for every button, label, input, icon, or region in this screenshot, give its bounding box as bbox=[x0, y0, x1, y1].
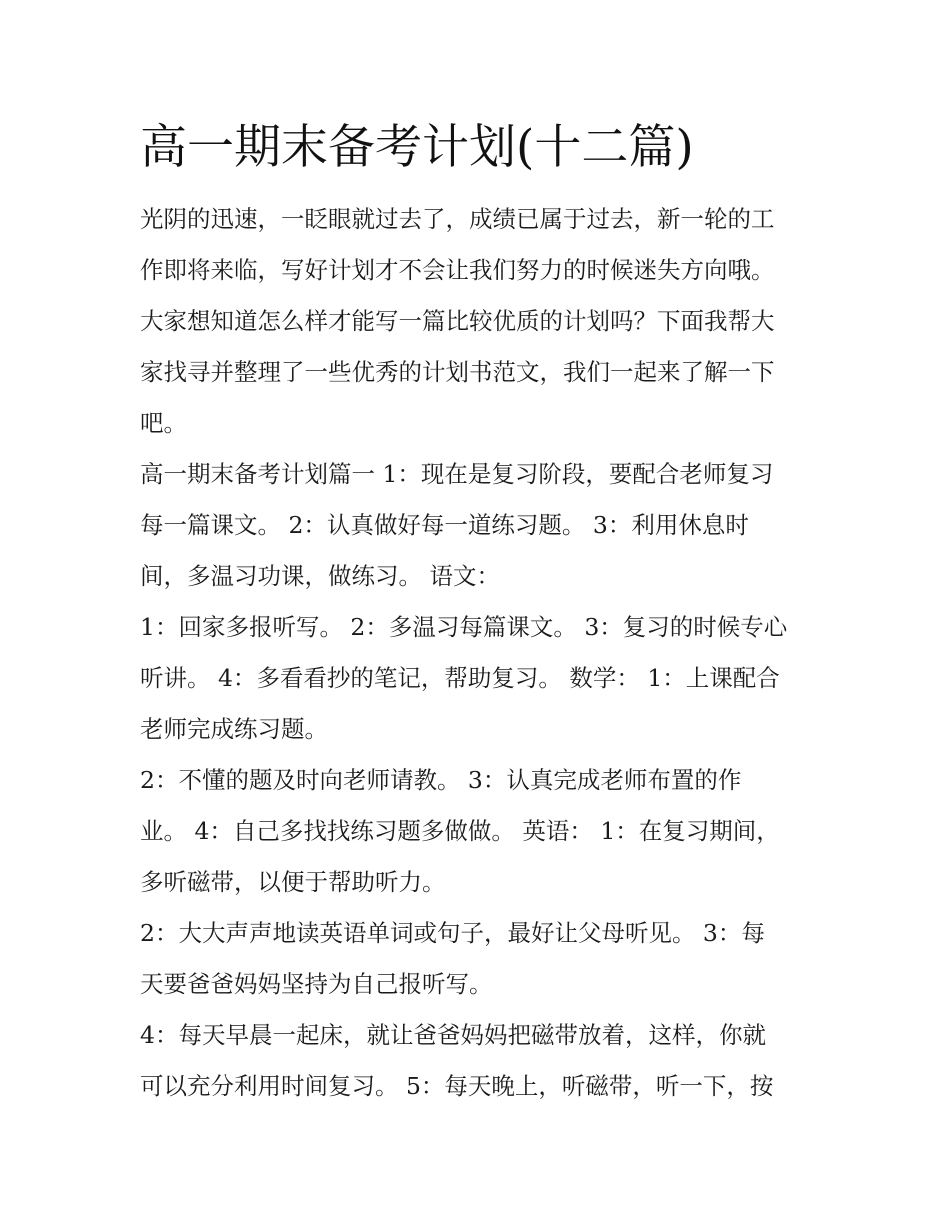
body-line: 家找寻并整理了一些优秀的计划书范文，我们一起来了解一下 bbox=[140, 358, 775, 386]
body-line: 天要爸爸妈妈坚持为自己报听写。 bbox=[140, 970, 493, 998]
document-body bbox=[140, 194, 820, 1112]
body-line: 每一篇课文。 2：认真做好每一道练习题。 3：利用休息时 bbox=[140, 511, 749, 539]
body-line: 听讲。 4：多看看抄的笔记，帮助复习。 数学： 1：上课配合 bbox=[140, 664, 780, 692]
body-line: 高一期末备考计划篇一 1：现在是复习阶段，要配合老师复习 bbox=[140, 460, 774, 488]
body-line: 多听磁带，以便于帮助听力。 bbox=[140, 868, 446, 896]
body-line: 2：不懂的题及时向老师请教。 3：认真完成老师布置的作 bbox=[140, 766, 742, 794]
body-line: 业。 4：自己多找找练习题多做做。 英语： 1：在复习期间， bbox=[140, 817, 780, 845]
body-line: 吧。 bbox=[140, 409, 187, 437]
body-line: 间，多温习功课，做练习。 语文： bbox=[140, 562, 500, 590]
document-title: 高一期末备考计划(十二篇) bbox=[140, 120, 694, 175]
body-line: 光阴的迅速，一眨眼就过去了，成绩已属于过去，新一轮的工 bbox=[140, 205, 775, 233]
body-line: 可以充分利用时间复习。 5：每天晚上，听磁带，听一下，按 bbox=[140, 1072, 774, 1100]
body-line: 4：每天早晨一起床，就让爸爸妈妈把磁带放着，这样，你就 bbox=[140, 1021, 766, 1049]
body-line: 2：大大声声地读英语单词或句子，最好让父母听见。 3：每 bbox=[140, 919, 765, 947]
body-line: 1：回家多报听写。 2：多温习每篇课文。 3：复习的时候专心 bbox=[140, 613, 788, 641]
body-line: 作即将来临，写好计划才不会让我们努力的时候迷失方向哦。 bbox=[140, 256, 775, 284]
body-line: 大家想知道怎么样才能写一篇比较优质的计划吗？下面我帮大 bbox=[140, 307, 775, 335]
body-line: 老师完成练习题。 bbox=[140, 715, 328, 743]
